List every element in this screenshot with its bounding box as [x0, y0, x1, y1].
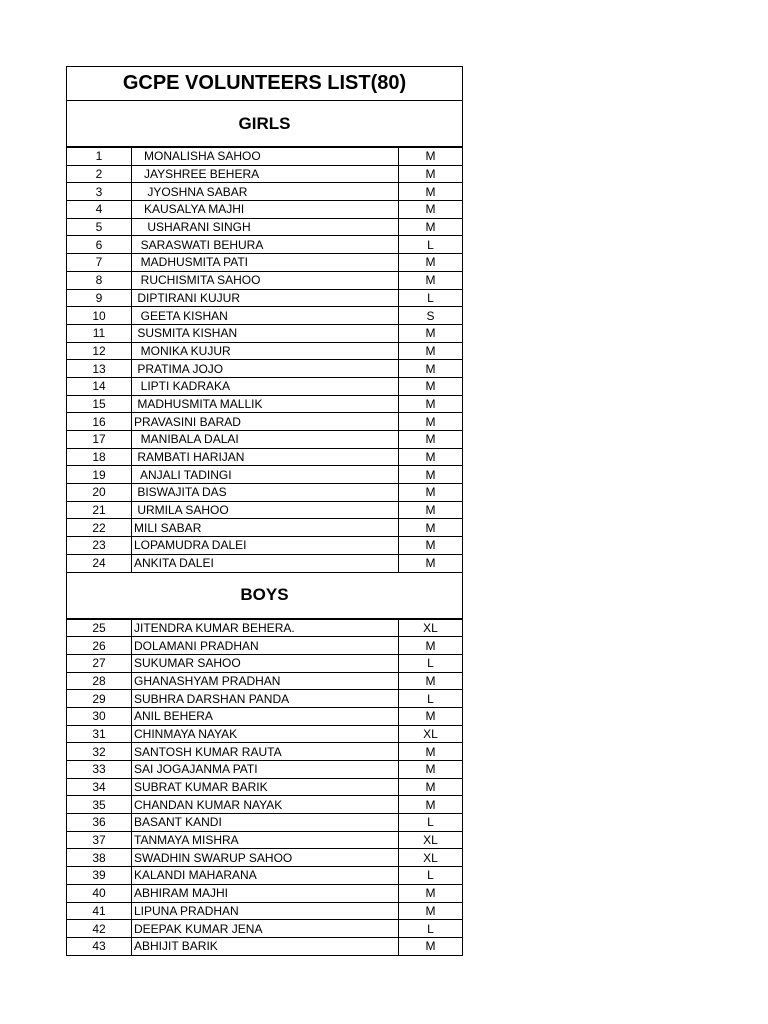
volunteer-name: RUCHISMITA SAHOO [132, 271, 399, 289]
serial-number: 26 [67, 637, 132, 655]
serial-number: 14 [67, 377, 132, 395]
table-row [67, 796, 463, 814]
volunteer-name: KAUSALYA MAJHI [132, 201, 399, 219]
tshirt-size: M [399, 672, 463, 690]
table-row [67, 761, 463, 779]
tshirt-size: XL [399, 725, 463, 743]
serial-number: 39 [67, 867, 132, 885]
serial-number: 8 [67, 271, 132, 289]
tshirt-size: M [399, 796, 463, 814]
tshirt-size: M [399, 360, 463, 378]
serial-number: 7 [67, 254, 132, 272]
volunteer-name: CHANDAN KUMAR NAYAK [132, 796, 399, 814]
tshirt-size: M [399, 183, 463, 201]
table-row [67, 937, 463, 955]
serial-number: 18 [67, 448, 132, 466]
tshirt-size: XL [399, 619, 463, 637]
volunteer-name: MADHUSMITA PATI [132, 254, 399, 272]
serial-number: 11 [67, 324, 132, 342]
volunteer-name: MONIKA KUJUR [132, 342, 399, 360]
serial-number: 27 [67, 654, 132, 672]
serial-number: 24 [67, 554, 132, 572]
volunteer-name: MANIBALA DALAI [132, 431, 399, 449]
table-row [67, 902, 463, 920]
table-row [67, 619, 463, 637]
volunteer-name: USHARANI SINGH [132, 218, 399, 236]
volunteer-name: ABHIRAM MAJHI [132, 884, 399, 902]
volunteer-name: URMILA SAHOO [132, 501, 399, 519]
volunteer-name: BISWAJITA DAS [132, 484, 399, 502]
sheet-title: GCPE VOLUNTEERS LIST(80) [66, 66, 463, 101]
volunteer-name: LIPTI KADRAKA [132, 377, 399, 395]
tshirt-size: M [399, 743, 463, 761]
table-row [67, 554, 463, 572]
tshirt-size: M [399, 431, 463, 449]
serial-number: 9 [67, 289, 132, 307]
volunteer-name: MONALISHA SAHOO [132, 148, 399, 166]
serial-number: 21 [67, 501, 132, 519]
serial-number: 34 [67, 778, 132, 796]
tshirt-size: M [399, 395, 463, 413]
table-row [67, 342, 463, 360]
serial-number: 19 [67, 466, 132, 484]
serial-number: 41 [67, 902, 132, 920]
table-row [67, 707, 463, 725]
table-row [67, 271, 463, 289]
volunteer-name: JITENDRA KUMAR BEHERA. [132, 619, 399, 637]
boys-heading: BOYS [66, 573, 463, 619]
volunteer-name: MADHUSMITA MALLIK [132, 395, 399, 413]
tshirt-size: M [399, 761, 463, 779]
serial-number: 4 [67, 201, 132, 219]
volunteer-name: ABHIJIT BARIK [132, 937, 399, 955]
table-row [67, 360, 463, 378]
volunteer-name: DIPTIRANI KUJUR [132, 289, 399, 307]
tshirt-size: M [399, 254, 463, 272]
volunteer-name: SUBRAT KUMAR BARIK [132, 778, 399, 796]
serial-number: 29 [67, 690, 132, 708]
serial-number: 37 [67, 831, 132, 849]
serial-number: 33 [67, 761, 132, 779]
table-row [67, 814, 463, 832]
table-row [67, 148, 463, 166]
table-row [67, 920, 463, 938]
tshirt-size: M [399, 342, 463, 360]
volunteer-name: ANJALI TADINGI [132, 466, 399, 484]
tshirt-size: L [399, 289, 463, 307]
volunteer-name: SWADHIN SWARUP SAHOO [132, 849, 399, 867]
serial-number: 16 [67, 413, 132, 431]
table-row [67, 831, 463, 849]
tshirt-size: M [399, 778, 463, 796]
tshirt-size: XL [399, 831, 463, 849]
tshirt-size: M [399, 484, 463, 502]
girls-heading: GIRLS [66, 101, 463, 147]
serial-number: 3 [67, 183, 132, 201]
table-row [67, 201, 463, 219]
serial-number: 2 [67, 165, 132, 183]
tshirt-size: M [399, 466, 463, 484]
serial-number: 10 [67, 307, 132, 325]
table-row [67, 743, 463, 761]
boys-table [66, 619, 463, 956]
table-row [67, 867, 463, 885]
volunteer-name: SUKUMAR SAHOO [132, 654, 399, 672]
volunteer-name: GHANASHYAM PRADHAN [132, 672, 399, 690]
tshirt-size: S [399, 307, 463, 325]
serial-number: 35 [67, 796, 132, 814]
table-row [67, 484, 463, 502]
serial-number: 30 [67, 707, 132, 725]
tshirt-size: M [399, 271, 463, 289]
table-row [67, 466, 463, 484]
table-row [67, 289, 463, 307]
volunteer-name: LIPUNA PRADHAN [132, 902, 399, 920]
volunteer-name: JAYSHREE BEHERA [132, 165, 399, 183]
volunteer-name: SAI JOGAJANMA PATI [132, 761, 399, 779]
volunteer-name: SARASWATI BEHURA [132, 236, 399, 254]
table-row [67, 183, 463, 201]
table-row [67, 431, 463, 449]
table-row [67, 254, 463, 272]
volunteer-name: PRATIMA JOJO [132, 360, 399, 378]
table-row [67, 884, 463, 902]
table-row [67, 413, 463, 431]
tshirt-size: M [399, 165, 463, 183]
volunteer-name: SANTOSH KUMAR RAUTA [132, 743, 399, 761]
volunteer-name: RAMBATI HARIJAN [132, 448, 399, 466]
serial-number: 43 [67, 937, 132, 955]
tshirt-size: M [399, 501, 463, 519]
tshirt-size: M [399, 637, 463, 655]
table-row [67, 537, 463, 555]
table-row [67, 377, 463, 395]
serial-number: 25 [67, 619, 132, 637]
table-row [67, 690, 463, 708]
volunteers-sheet [66, 66, 463, 956]
volunteer-name: BASANT KANDI [132, 814, 399, 832]
serial-number: 20 [67, 484, 132, 502]
tshirt-size: M [399, 377, 463, 395]
serial-number: 23 [67, 537, 132, 555]
volunteer-name: PRAVASINI BARAD [132, 413, 399, 431]
girls-table [66, 147, 463, 573]
tshirt-size: M [399, 148, 463, 166]
volunteer-name: ANKITA DALEI [132, 554, 399, 572]
table-row [67, 324, 463, 342]
tshirt-size: L [399, 236, 463, 254]
tshirt-size: M [399, 519, 463, 537]
tshirt-size: M [399, 201, 463, 219]
table-row [67, 165, 463, 183]
serial-number: 1 [67, 148, 132, 166]
volunteer-name: KALANDI MAHARANA [132, 867, 399, 885]
tshirt-size: M [399, 902, 463, 920]
serial-number: 38 [67, 849, 132, 867]
tshirt-size: M [399, 884, 463, 902]
table-row [67, 672, 463, 690]
serial-number: 15 [67, 395, 132, 413]
tshirt-size: M [399, 413, 463, 431]
table-row [67, 501, 463, 519]
table-row [67, 236, 463, 254]
volunteer-name: SUSMITA KISHAN [132, 324, 399, 342]
table-row [67, 307, 463, 325]
tshirt-size: L [399, 690, 463, 708]
serial-number: 40 [67, 884, 132, 902]
volunteer-name: ANIL BEHERA [132, 707, 399, 725]
serial-number: 36 [67, 814, 132, 832]
volunteer-name: CHINMAYA NAYAK [132, 725, 399, 743]
serial-number: 22 [67, 519, 132, 537]
table-row [67, 725, 463, 743]
tshirt-size: M [399, 218, 463, 236]
tshirt-size: XL [399, 849, 463, 867]
serial-number: 6 [67, 236, 132, 254]
tshirt-size: L [399, 920, 463, 938]
tshirt-size: M [399, 448, 463, 466]
table-row [67, 448, 463, 466]
volunteer-name: SUBHRA DARSHAN PANDA [132, 690, 399, 708]
serial-number: 31 [67, 725, 132, 743]
tshirt-size: L [399, 867, 463, 885]
volunteer-name: JYOSHNA SABAR [132, 183, 399, 201]
volunteer-name: MILI SABAR [132, 519, 399, 537]
table-row [67, 218, 463, 236]
tshirt-size: M [399, 707, 463, 725]
tshirt-size: L [399, 814, 463, 832]
serial-number: 12 [67, 342, 132, 360]
table-row [67, 395, 463, 413]
volunteer-name: DEEPAK KUMAR JENA [132, 920, 399, 938]
tshirt-size: M [399, 937, 463, 955]
volunteer-name: GEETA KISHAN [132, 307, 399, 325]
serial-number: 13 [67, 360, 132, 378]
volunteer-name: LOPAMUDRA DALEI [132, 537, 399, 555]
serial-number: 42 [67, 920, 132, 938]
table-row [67, 778, 463, 796]
serial-number: 5 [67, 218, 132, 236]
serial-number: 17 [67, 431, 132, 449]
table-row [67, 849, 463, 867]
serial-number: 32 [67, 743, 132, 761]
table-row [67, 654, 463, 672]
tshirt-size: M [399, 537, 463, 555]
tshirt-size: L [399, 654, 463, 672]
table-row [67, 637, 463, 655]
volunteer-name: TANMAYA MISHRA [132, 831, 399, 849]
volunteer-name: DOLAMANI PRADHAN [132, 637, 399, 655]
table-row [67, 519, 463, 537]
tshirt-size: M [399, 554, 463, 572]
tshirt-size: M [399, 324, 463, 342]
serial-number: 28 [67, 672, 132, 690]
